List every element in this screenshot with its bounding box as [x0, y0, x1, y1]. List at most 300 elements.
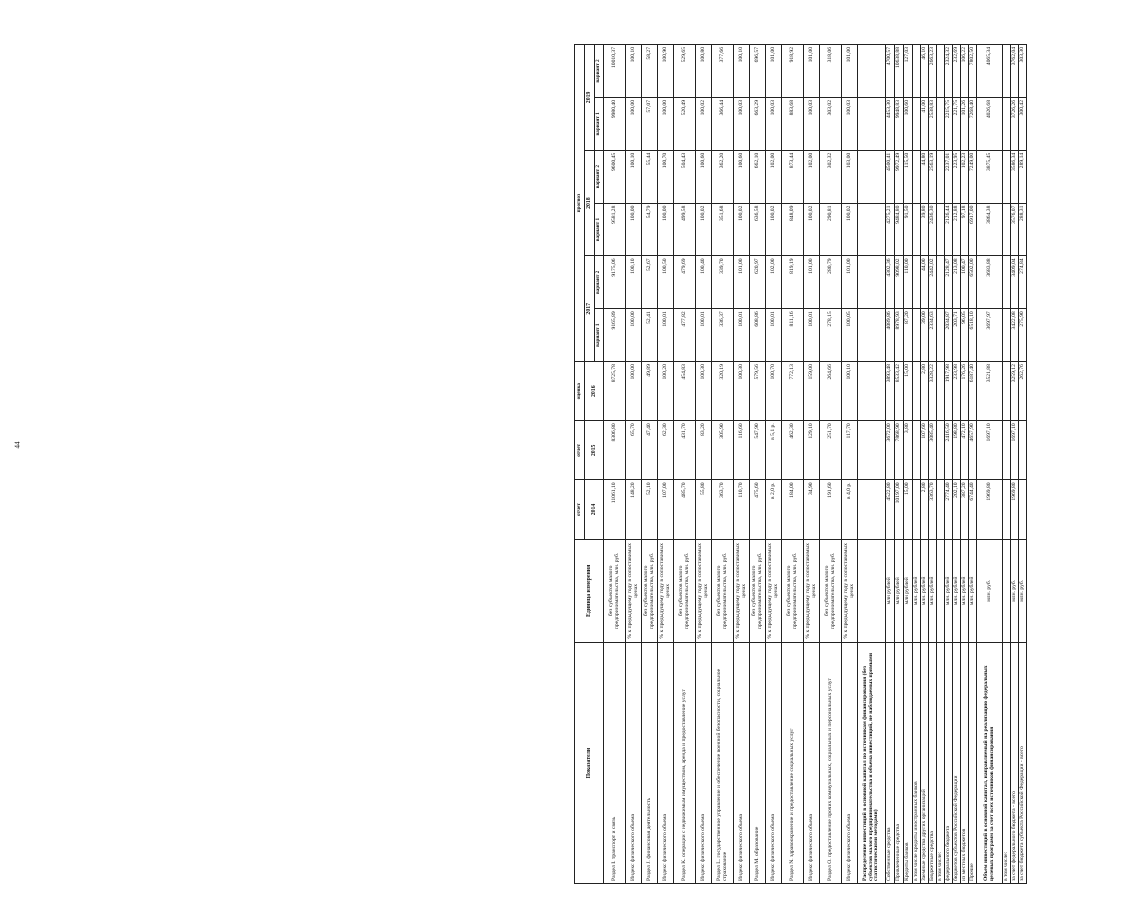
row-value: 819,19: [782, 256, 804, 309]
row-value: 100,00: [626, 203, 642, 256]
row-value: 176,26: [961, 362, 969, 421]
row-indicator: Раздел M. образование: [750, 643, 766, 884]
row-value: 547,90: [750, 421, 766, 480]
row-value: 2436,30: [929, 203, 937, 256]
row-value: [858, 45, 886, 98]
row-value: 2128,47: [945, 256, 953, 309]
header-prognoz: прогноз: [575, 45, 585, 362]
row-value: 520,49: [674, 97, 696, 150]
row-unit: без субъектов малого предпринимательства, млн. руб.: [750, 539, 766, 643]
row-value: 100,02: [696, 97, 712, 150]
row-indicator: в том числе:: [1003, 643, 1011, 884]
row-value: 1969,80: [977, 480, 1003, 539]
row-unit: % к предыдущему году в сопоставимых ценах: [734, 539, 750, 643]
table-row: [913, 45, 921, 884]
row-value: 15,00: [904, 480, 913, 539]
row-value: 8978,93: [895, 309, 904, 362]
row-value: [858, 480, 886, 539]
row-value: [1003, 256, 1011, 309]
table-head: [575, 45, 604, 884]
row-value: 3672,00: [886, 421, 895, 480]
table-row: [904, 45, 913, 884]
row-unit: млн. рублей: [929, 539, 937, 643]
row-value: 10638,88: [895, 45, 904, 98]
row-value: 203,71: [953, 309, 961, 362]
row-value: 2334,63: [929, 309, 937, 362]
row-value: 3586,34: [1011, 150, 1019, 203]
row-value: 3683,88: [977, 256, 1003, 309]
row-value: 100,80: [696, 45, 712, 98]
row-value: [1003, 309, 1011, 362]
row-indicator: Раздел N. здравоохранение и предоставление социальных услуг: [782, 643, 804, 884]
row-indicator: Индекс физического объема: [696, 643, 712, 884]
row-value: 3409,04: [1011, 256, 1019, 309]
row-indicator: за счет федерального бюджета - всего: [1011, 643, 1019, 884]
row-value: 264,66: [820, 362, 842, 421]
row-indicator: Индекс физического объема: [658, 643, 674, 884]
row-value: 1697,10: [977, 421, 1003, 480]
row-value: [913, 150, 921, 203]
row-value: 100,01: [734, 309, 750, 362]
row-value: [913, 421, 921, 480]
row-indicator: Заемные средства других организаций: [921, 643, 929, 884]
row-value: 110,00: [904, 256, 913, 309]
row-value: 303,02: [820, 97, 842, 150]
row-value: 274,84: [1019, 256, 1027, 309]
row-value: 8725,78: [604, 362, 626, 421]
row-value: 100,02: [696, 203, 712, 256]
row-value: 100,01: [804, 309, 820, 362]
row-unit: [937, 539, 945, 643]
row-unit: млн. руб.: [1019, 539, 1027, 643]
row-value: 251,70: [820, 421, 842, 480]
row-value: 100,02: [734, 203, 750, 256]
row-indicator: Собственные средства: [886, 643, 895, 884]
header-year-2015: 2015: [585, 421, 604, 480]
row-value: 4700,57: [886, 45, 895, 98]
row-unit: % к предыдущему году в сопоставимых ценах: [658, 539, 674, 643]
header-otchet-2015: отчет: [575, 421, 585, 480]
row-value: 280,79: [820, 256, 842, 309]
row-value: 127,03: [904, 45, 913, 98]
row-indicator: Объем инвестиций в основной капитал, направляемый на реализацию федеральных целевых программ за счет всех источников финансирования: [977, 643, 1003, 884]
header-year-2016: 2016: [585, 362, 604, 421]
row-value: 100,10: [626, 256, 642, 309]
table-row: [1003, 45, 1011, 884]
row-value: [913, 97, 921, 150]
row-value: 100,47: [961, 256, 969, 309]
row-value: 662,10: [750, 150, 766, 203]
table-row: [750, 45, 766, 884]
row-value: 3762,04: [1011, 45, 1019, 98]
row-value: 83,20: [696, 421, 712, 480]
table-row: [929, 45, 937, 884]
row-value: 275,90: [1019, 309, 1027, 362]
row-value: 485,70: [674, 480, 696, 539]
row-value: 65,70: [626, 421, 642, 480]
row-value: 117,70: [842, 421, 858, 480]
row-unit: без субъектов малого предпринимательства, млн. руб.: [782, 539, 804, 643]
row-value: 100,30: [696, 362, 712, 421]
row-value: 102,00: [766, 256, 782, 309]
row-value: 3576,07: [1011, 203, 1019, 256]
row-value: 3328,22: [929, 362, 937, 421]
row-value: 102,23: [961, 150, 969, 203]
row-value: 9098,02: [895, 256, 904, 309]
row-value: 9165,89: [604, 309, 626, 362]
row-value: 100,00: [626, 97, 642, 150]
header-2018-v1: вариант 1: [595, 203, 604, 256]
row-value: 2,80: [921, 480, 929, 539]
row-indicator: Привлеченные средства: [895, 643, 904, 884]
row-unit: млн рублей: [886, 539, 895, 643]
row-value: 100,60: [734, 150, 750, 203]
row-value: [913, 480, 921, 539]
row-value: [913, 203, 921, 256]
row-unit: млн. рублей: [953, 539, 961, 643]
row-value: [1003, 97, 1011, 150]
row-value: [1003, 362, 1011, 421]
row-value: [937, 362, 945, 421]
row-value: [1003, 421, 1011, 480]
table-row: [782, 45, 804, 884]
row-unit: % к предыдущему году в сопоставимых ценах: [766, 539, 782, 643]
row-value: 52,10: [642, 480, 658, 539]
row-value: 100,70: [658, 150, 674, 203]
row-unit: без субъектов малого предпринимательства, млн. руб.: [820, 539, 842, 643]
table-row: [734, 45, 750, 884]
table-row: [1019, 45, 1027, 884]
row-indicator: Индекс физического объема: [804, 643, 820, 884]
row-value: 6518,10: [969, 309, 977, 362]
row-unit: % к предыдущему году в сопоставимых ценах: [804, 539, 820, 643]
row-value: 7268,40: [969, 97, 977, 150]
row-value: 9175,06: [604, 256, 626, 309]
row-value: 2237,01: [945, 150, 953, 203]
row-value: 10010,37: [604, 45, 626, 98]
row-value: 2126,44: [945, 203, 953, 256]
row-value: 3875,45: [977, 150, 1003, 203]
table-row: [642, 45, 658, 884]
table-row: [977, 45, 1003, 884]
row-value: 100,01: [658, 309, 674, 362]
row-value: 100,50: [658, 256, 674, 309]
row-value: 336,37: [712, 309, 734, 362]
row-value: 4065,34: [977, 45, 1003, 98]
row-value: 100,60: [696, 150, 712, 203]
row-value: 101,00: [842, 45, 858, 98]
row-value: 54,79: [642, 203, 658, 256]
row-value: 100,05: [842, 309, 858, 362]
row-value: [1003, 203, 1011, 256]
row-indicator: в том числе:: [937, 643, 945, 884]
row-value: 3422,08: [1011, 309, 1019, 362]
row-value: 366,44: [712, 97, 734, 150]
row-value: 106,22: [961, 45, 969, 98]
row-value: 918,92: [782, 45, 804, 98]
row-value: 62,30: [658, 421, 674, 480]
row-value: 100,03: [766, 97, 782, 150]
row-value: 302,32: [820, 150, 842, 203]
row-value: 101,00: [804, 256, 820, 309]
row-indicator: Раздел I. транспорт и связь: [604, 643, 626, 884]
row-value: [858, 309, 886, 362]
row-value: 1697,10: [1011, 421, 1019, 480]
row-value: [913, 309, 921, 362]
header-2017-v1: вариант 1: [595, 309, 604, 362]
row-value: 431,70: [674, 421, 696, 480]
row-value: 100,01: [766, 309, 782, 362]
row-value: 811,16: [782, 309, 804, 362]
row-value: 4500,41: [886, 150, 895, 203]
row-value: 9581,28: [604, 203, 626, 256]
row-value: 100,10: [626, 150, 642, 203]
row-indicator: в том числе кредиты иностранных банков: [913, 643, 921, 884]
row-value: 100,00: [658, 203, 674, 256]
header-year-2017: 2017: [585, 256, 595, 362]
page-number: 44: [13, 441, 22, 449]
row-value: 454,83: [674, 362, 696, 421]
row-value: 100,40: [696, 256, 712, 309]
row-indicator: Индекс физического объема: [842, 643, 858, 884]
row-indicator: Раздел L. государственное управление и обеспечение военной безопасности, социальное страхование: [712, 643, 734, 884]
row-value: 184,00: [782, 480, 804, 539]
row-value: 58,27: [642, 45, 658, 98]
row-value: 262,76: [1019, 362, 1027, 421]
row-unit: млн рублей: [895, 539, 904, 643]
row-value: [858, 203, 886, 256]
row-value: 34,90: [804, 480, 820, 539]
row-value: [913, 256, 921, 309]
row-value: 44,00: [921, 256, 929, 309]
row-value: 696,57: [750, 45, 766, 98]
row-value: 288,31: [1019, 203, 1027, 256]
row-unit: без субъектов малого предпринимательства, млн. руб.: [642, 539, 658, 643]
row-value: в 4,0 р.: [842, 480, 858, 539]
row-value: 100,00: [626, 309, 642, 362]
row-value: в 2,0 р.: [766, 480, 782, 539]
row-value: 100,00: [626, 362, 642, 421]
table-row: [712, 45, 734, 884]
header-2017-v2: вариант 2: [595, 256, 604, 309]
row-value: 579,56: [750, 362, 766, 421]
row-value: [1003, 45, 1011, 98]
row-value: 9600,45: [604, 150, 626, 203]
table-row: [895, 45, 904, 884]
row-value: 4089,86: [886, 309, 895, 362]
row-value: 2663,23: [929, 45, 937, 98]
row-value: 103,00: [842, 150, 858, 203]
row-value: 8533,42: [895, 362, 904, 421]
row-value: [937, 256, 945, 309]
row-unit: млн. рублей: [921, 539, 929, 643]
table-row: [626, 45, 642, 884]
row-value: 91,50: [904, 203, 913, 256]
row-value: 636,58: [750, 203, 766, 256]
table-row: [953, 45, 961, 884]
row-unit: млн. рублей: [961, 539, 969, 643]
row-unit: млн рублей: [904, 539, 913, 643]
row-value: 873,44: [782, 150, 804, 203]
table-row: [842, 45, 858, 884]
row-indicator: Индекс физического объема: [766, 643, 782, 884]
row-value: 3726,26: [1011, 97, 1019, 150]
row-value: 101,00: [842, 256, 858, 309]
row-indicator: Прочие: [969, 643, 977, 884]
row-value: 351,68: [712, 203, 734, 256]
row-value: 3864,38: [977, 203, 1003, 256]
row-value: 55,80: [696, 480, 712, 539]
row-value: 883,68: [782, 97, 804, 150]
row-value: 100,30: [734, 362, 750, 421]
row-value: 39,00: [921, 309, 929, 362]
row-value: 2324,32: [945, 45, 953, 98]
row-value: 2538,83: [929, 97, 937, 150]
row-value: 9948,83: [895, 97, 904, 150]
row-value: [937, 480, 945, 539]
row-value: 47,40: [642, 421, 658, 480]
row-indicator: за счет бюджета субъекта Российской Федерации - всего: [1019, 643, 1027, 884]
row-value: 4453,30: [886, 97, 895, 150]
row-value: 4657,90: [969, 421, 977, 480]
row-value: 212,88: [953, 203, 961, 256]
row-value: 100,10: [626, 45, 642, 98]
row-value: 116,60: [734, 421, 750, 480]
row-value: [937, 150, 945, 203]
row-value: 107,00: [658, 480, 674, 539]
row-value: 1969,80: [1011, 480, 1019, 539]
row-value: 102,00: [804, 150, 820, 203]
header-2019-v1: вариант 1: [595, 97, 604, 150]
row-value: 3697,97: [977, 309, 1003, 362]
row-value: 377,66: [712, 45, 734, 98]
row-value: 8306,80: [604, 421, 626, 480]
row-value: 159,00: [804, 362, 820, 421]
table-row: [1011, 45, 1019, 884]
header-year-2019: 2019: [585, 45, 595, 151]
row-indicator: федерального бюджета: [945, 643, 953, 884]
row-value: 129,10: [804, 421, 820, 480]
header-indicator: Показатели: [575, 643, 604, 884]
table-body: [604, 45, 1027, 884]
row-value: 2442,02: [929, 256, 937, 309]
table-row: [820, 45, 842, 884]
table-row: [674, 45, 696, 884]
table-row: [604, 45, 626, 884]
row-value: 2563,19: [929, 150, 937, 203]
row-value: 462,30: [782, 421, 804, 480]
row-indicator: Индекс физического объема: [734, 643, 750, 884]
table-row: [937, 45, 945, 884]
row-value: 233,98: [953, 362, 961, 421]
row-value: 15,00: [904, 362, 913, 421]
row-value: 848,09: [782, 203, 804, 256]
row-value: [1019, 421, 1027, 480]
row-value: 100,70: [766, 362, 782, 421]
row-value: 4275,21: [886, 203, 895, 256]
row-unit: млн. руб.: [1011, 539, 1019, 643]
row-value: 362,20: [712, 150, 734, 203]
row-value: 7802,50: [969, 45, 977, 98]
row-value: 3893,48: [886, 362, 895, 421]
table-row: [696, 45, 712, 884]
row-value: 9980,40: [604, 97, 626, 150]
row-indicator: Раздел J. финансовая деятельность: [642, 643, 658, 884]
row-value: 2774,40: [945, 480, 953, 539]
row-value: 11061,10: [604, 480, 626, 539]
row-value: 49,89: [642, 362, 658, 421]
header-2019-v2: вариант 2: [595, 45, 604, 98]
row-value: 101,00: [804, 45, 820, 98]
row-indicator: Бюджетные средства: [929, 643, 937, 884]
row-value: 97,18: [961, 203, 969, 256]
row-value: 3259,12: [1011, 362, 1019, 421]
row-value: 110,70: [734, 480, 750, 539]
row-value: 100,02: [766, 203, 782, 256]
row-value: 55,44: [642, 150, 658, 203]
row-value: 3085,40: [929, 421, 937, 480]
row-value: [937, 97, 945, 150]
row-value: 100,03: [804, 97, 820, 150]
row-value: 320,19: [712, 362, 734, 421]
row-value: 100,03: [734, 97, 750, 150]
row-indicator: Кредиты банков: [904, 643, 913, 884]
row-value: 100,03: [842, 97, 858, 150]
row-unit: без субъектов малого предпринимательства, млн. руб.: [604, 539, 626, 643]
row-value: 3521,88: [977, 362, 1003, 421]
row-value: [937, 421, 945, 480]
row-value: 39,80: [921, 203, 929, 256]
row-indicator: Распределение инвестиций в основной капитал по источникам финансирования (без субъектов малого предпринимательства и объема инвестиций, не наблюдаемых прямыми статистическими методами): [858, 643, 886, 884]
row-value: [937, 45, 945, 98]
row-value: 290,81: [820, 203, 842, 256]
row-value: 100,02: [804, 203, 820, 256]
row-value: 387,20: [961, 480, 969, 539]
header-unit: Единица измерения: [575, 539, 604, 643]
row-value: [1019, 480, 1027, 539]
row-indicator: Раздел K. операции с недвижимым имуществом, аренда и предоставление услуг: [674, 643, 696, 884]
row-value: 202,10: [953, 480, 961, 539]
row-value: 472,10: [961, 421, 969, 480]
row-unit: млн. рублей: [913, 539, 921, 643]
row-value: 3,80: [904, 421, 913, 480]
row-value: 9972,49: [895, 150, 904, 203]
forecast-table: [574, 44, 1027, 884]
row-unit: млн. руб.: [977, 539, 1003, 643]
row-value: 100,00: [658, 97, 674, 150]
row-value: 46,10: [921, 45, 929, 98]
row-value: 6744,40: [969, 480, 977, 539]
header-year-2018: 2018: [585, 150, 595, 256]
row-unit: [858, 539, 886, 643]
row-value: в 5,1 р.: [766, 421, 782, 480]
row-unit: % к предыдущему году в сопоставимых ценах: [842, 539, 858, 643]
row-value: 7249,00: [969, 150, 977, 203]
row-value: 232,69: [953, 45, 961, 98]
row-value: 223,95: [953, 150, 961, 203]
row-value: 499,58: [674, 203, 696, 256]
row-value: 100,01: [696, 309, 712, 362]
row-value: 213,08: [953, 256, 961, 309]
row-value: 115,50: [904, 150, 913, 203]
row-value: 289,14: [1019, 150, 1027, 203]
row-value: [937, 203, 945, 256]
header-otsenka: оценка: [575, 362, 585, 421]
row-value: 102,00: [766, 150, 782, 203]
row-value: 100,10: [842, 362, 858, 421]
row-value: 479,69: [674, 256, 696, 309]
row-value: [858, 150, 886, 203]
